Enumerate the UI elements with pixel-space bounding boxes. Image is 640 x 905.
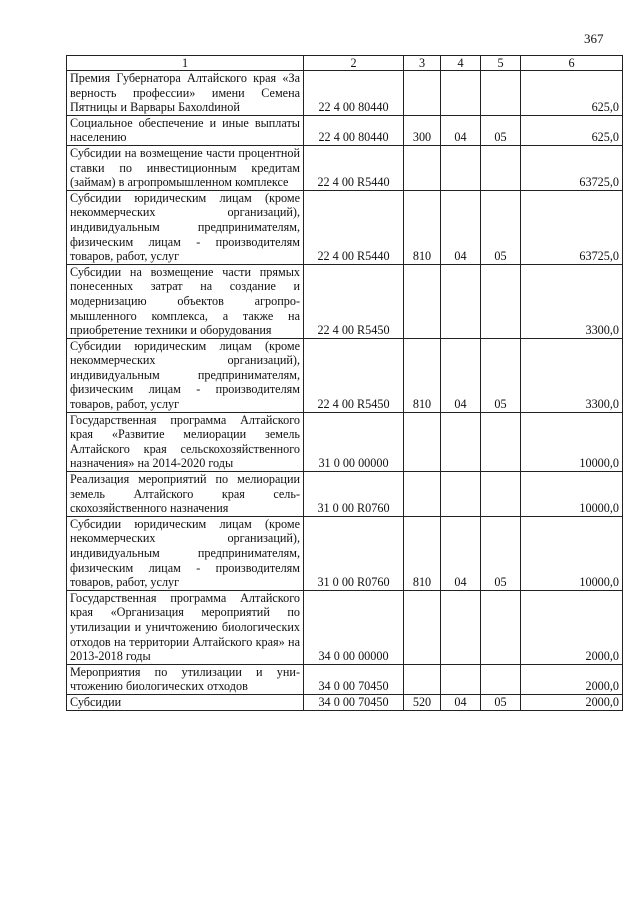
table-row [67,472,623,517]
row-code: 22 4 00 R5450 [304,338,404,412]
col-header: 6 [521,56,623,71]
budget-table [66,55,623,711]
row-name: Мероприятия по утилизации и уничтожению биологических отходов [67,664,304,694]
row-subsection [481,412,521,471]
row-expense-type [404,412,441,471]
row-section [441,145,481,190]
row-expense-type: 520 [404,694,441,710]
row-section [441,71,481,116]
table-row [67,516,623,590]
col-header: 1 [67,56,304,71]
row-code: 22 4 00 R5440 [304,145,404,190]
row-expense-type: 810 [404,190,441,264]
row-amount: 2000,0 [521,664,623,694]
row-amount: 2000,0 [521,694,623,710]
table-row [67,590,623,664]
row-section: 04 [441,694,481,710]
row-name: Субсидии [67,694,304,710]
row-name: Субсидии юридическим лицам (кроме некоммерческих организаций), индивидуальным предпринимателям, физическим лицам - производителям товаров, работ, услуг [67,190,304,264]
table-row [67,71,623,116]
row-amount: 625,0 [521,71,623,116]
row-name: Премия Губернатора Алтайского края «За верность профессии» имени Семена Пятницы и Варвары Бахолdиной [67,71,304,116]
row-amount: 10000,0 [521,516,623,590]
row-subsection [481,664,521,694]
col-header: 2 [304,56,404,71]
row-section: 04 [441,338,481,412]
row-section: 04 [441,115,481,145]
row-section [441,664,481,694]
row-expense-type: 810 [404,516,441,590]
row-section [441,472,481,517]
row-name: Государственная программа Алтайского края «Организация мероприятий по утилизации и уничтожению биологических отходов на территории Алтайского края» на 2013-2018 годы [67,590,304,664]
row-expense-type [404,664,441,694]
row-code: 34 0 00 70450 [304,664,404,694]
row-subsection: 05 [481,694,521,710]
row-subsection: 05 [481,115,521,145]
row-section [441,590,481,664]
row-section [441,264,481,338]
row-expense-type [404,472,441,517]
table-row [67,190,623,264]
row-code: 22 4 00 80440 [304,71,404,116]
col-header: 5 [481,56,521,71]
table-row [67,264,623,338]
row-code: 34 0 00 70450 [304,694,404,710]
col-header: 3 [404,56,441,71]
table-row [67,145,623,190]
row-amount: 3300,0 [521,264,623,338]
row-subsection [481,145,521,190]
row-name: Социальное обеспечение и иные выплаты населению [67,115,304,145]
table-row [67,412,623,471]
page-number: 367 [584,31,604,46]
row-code: 22 4 00 R5450 [304,264,404,338]
row-amount: 63725,0 [521,145,623,190]
row-subsection: 05 [481,190,521,264]
col-header: 4 [441,56,481,71]
row-expense-type [404,71,441,116]
row-subsection [481,71,521,116]
row-code: 31 0 00 R0760 [304,516,404,590]
row-code: 31 0 00 00000 [304,412,404,471]
row-subsection [481,590,521,664]
row-section: 04 [441,516,481,590]
row-expense-type: 810 [404,338,441,412]
row-subsection [481,472,521,517]
row-amount: 63725,0 [521,190,623,264]
row-name: Субсидии на возмещение части прямых понесенных затрат на создание и модернизацию объектов агропромышленного комплекса, а также на приобретение техники и оборудования [67,264,304,338]
row-subsection: 05 [481,338,521,412]
row-code: 22 4 00 80440 [304,115,404,145]
row-expense-type: 300 [404,115,441,145]
row-code: 31 0 00 R0760 [304,472,404,517]
row-section [441,412,481,471]
row-amount: 10000,0 [521,412,623,471]
row-amount: 3300,0 [521,338,623,412]
row-expense-type [404,145,441,190]
row-name: Государственная программа Алтайского края «Развитие мелиорации земель Алтайского края сельскохозяйственного назначения» на 2014-2020 годы [67,412,304,471]
row-name: Субсидии юридическим лицам (кроме некоммерческих организаций), индивидуальным предпринимателям, физическим лицам - производителям товаров, работ, услуг [67,338,304,412]
row-name: Субсидии юридическим лицам (кроме некоммерческих организаций), индивидуальным предпринимателям, физическим лицам - производителям товаров, работ, услуг [67,516,304,590]
table-header-row [67,56,623,71]
row-name: Субсидии на возмещение части процентной ставки по инвестиционным кредитам (займам) в агропромышленном комплексе [67,145,304,190]
row-expense-type [404,590,441,664]
row-code: 22 4 00 R5440 [304,190,404,264]
row-subsection [481,264,521,338]
table-row [67,338,623,412]
table-row [67,115,623,145]
row-amount: 625,0 [521,115,623,145]
row-expense-type [404,264,441,338]
row-amount: 2000,0 [521,590,623,664]
row-amount: 10000,0 [521,472,623,517]
table-row [67,664,623,694]
row-subsection: 05 [481,516,521,590]
row-name: Реализация мероприятий по мелиорации земель Алтайского края сельскохозяйственного назначения [67,472,304,517]
table-row [67,694,623,710]
row-section: 04 [441,190,481,264]
row-code: 34 0 00 00000 [304,590,404,664]
